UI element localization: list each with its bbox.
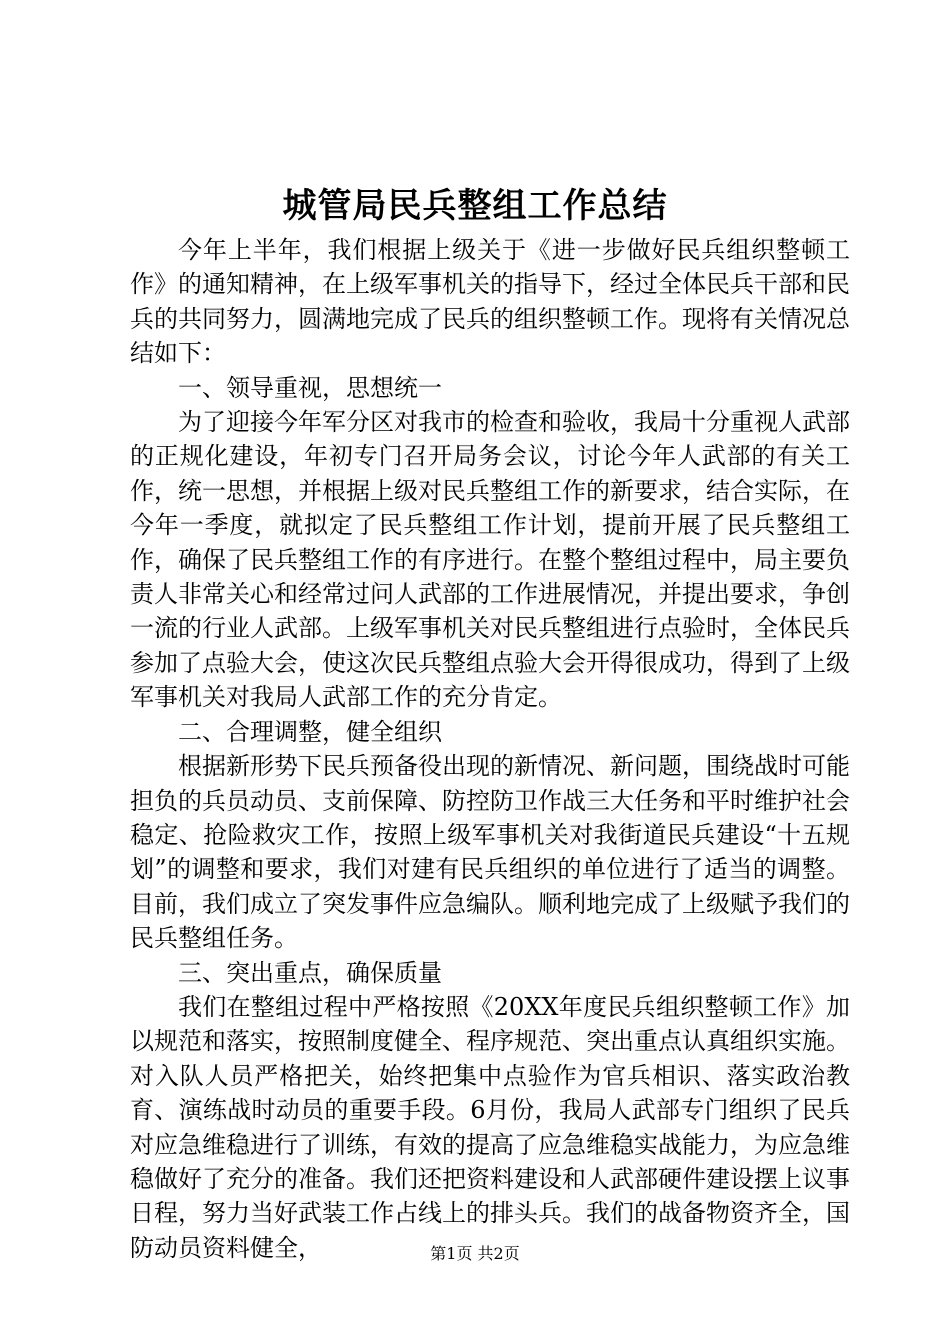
section-heading: 三、突出重点，确保质量 <box>178 958 442 987</box>
document-title: 城管局民兵整组工作总结 <box>282 186 668 226</box>
body-paragraph: 今年上半年，我们根据上级关于《进一步做好民兵组织整顿工作》的通知精神，在上级军事机关的指导下，经过全体民兵干部和民兵的共同努力，圆满地完成了民兵的组织整顿工作。现将有关情况总结如下： <box>130 236 850 368</box>
section-heading: 一、领导重视，思想统一 <box>178 373 442 402</box>
page-footer: 第1页 共2页 <box>430 1244 520 1263</box>
section-heading: 二、合理调整，健全组织 <box>178 717 442 746</box>
body-paragraph: 为了迎接今年军分区对我市的检查和验收，我局十分重视人武部的正规化建设，年初专门召开局务会议，讨论今年人武部的有关工作，统一思想，并根据上级对民兵整组工作的新要求，结合实际，在今年一季度，就拟定了民兵整组工作计划，提前开展了民兵整组工作，确保了民兵整组工作的有序进行。在整个整组过程中，局主要负责人非常关心和经常过问人武部的工作进展情况，并提出要求，争创一流的行业人武部。上级军事机关对民兵整组进行点验时，全体民兵参加了点验大会，使这次民兵整组点验大会开得很成功，得到了上级军事机关对我局人武部工作的充分肯定。 <box>130 408 850 712</box>
body-paragraph: 我们在整组过程中严格按照《20XX年度民兵组织整顿工作》加以规范和落实，按照制度健全、程序规范、突出重点认真组织实施。对入队人员严格把关，始终把集中点验作为官兵相识、落实政治教育、演练战时动员的重要手段。6月份，我局人武部专门组织了民兵对应急维稳进行了训练，有效的提高了应急维稳实战能力，为应急维稳做好了充分的准备。我们还把资料建设和人武部硬件建设摆上议事日程，努力当好武装工作占线上的排头兵。我们的战备物资齐全，国防动员资料健全， <box>130 992 850 1262</box>
body-paragraph: 根据新形势下民兵预备役出现的新情况、新问题，围绕战时可能担负的兵员动员、支前保障、防控防卫作战三大任务和平时维护社会稳定、抢险救灾工作，按照上级军事机关对我街道民兵建设“十五规划”的调整和要求，我们对建有民兵组织的单位进行了适当的调整。目前，我们成立了突发事件应急编队。顺利地完成了上级赋予我们的民兵整组任务。 <box>130 752 850 953</box>
document-body <box>130 233 850 1265</box>
